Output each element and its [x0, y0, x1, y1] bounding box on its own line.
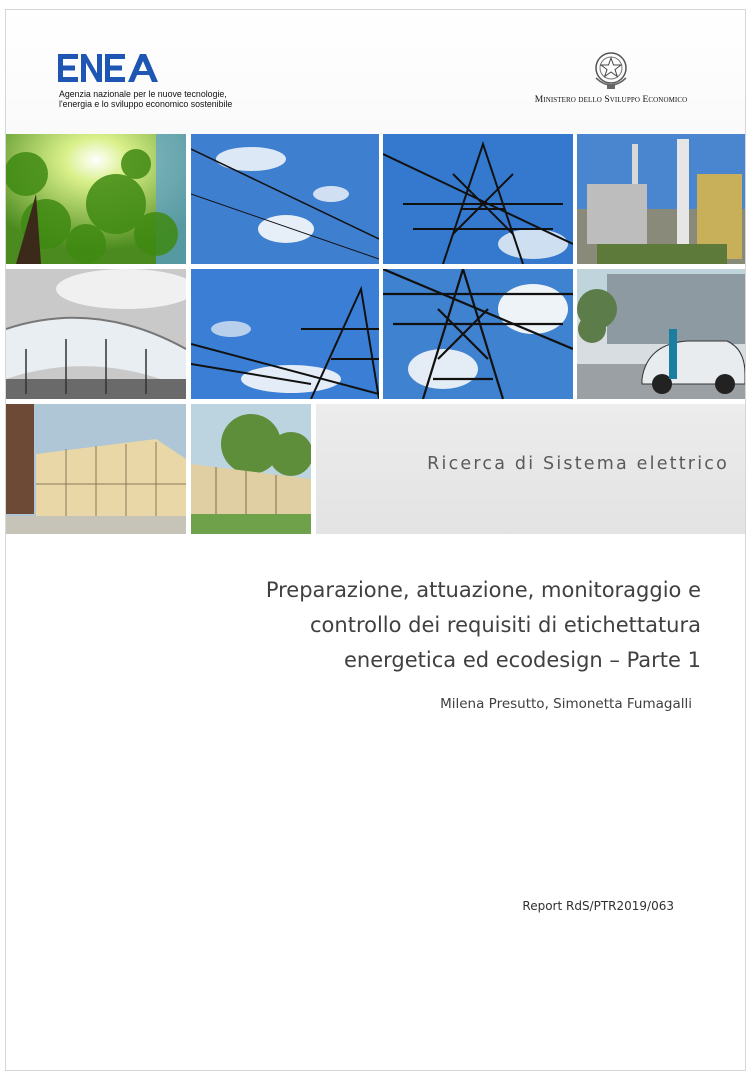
industrial-plant-photo — [577, 134, 746, 264]
enea-logo — [58, 52, 158, 84]
title-line-2: controllo dei requisiti di etichettatura — [310, 613, 701, 637]
solar-concentrator-photo — [6, 269, 186, 399]
ministry-name: Ministero dello Sviluppo Economico — [534, 95, 688, 105]
italian-republic-emblem-icon — [592, 48, 630, 92]
banner-text: Ricerca di Sistema elettrico — [427, 454, 729, 474]
tree-sun-photo — [6, 134, 186, 264]
authors: Milena Presutto, Simonetta Fumagalli — [440, 696, 692, 712]
pylon-blue-sky-photo — [191, 269, 379, 399]
enea-caption-line-2: l'energia e lo sviluppo economico sostenibile — [59, 99, 233, 109]
enea-caption-line-1: Agenzia nazionale per le nuove tecnologie, — [59, 89, 227, 99]
enea-caption — [59, 89, 319, 109]
report-id: Report RdS/PTR2019/063 — [522, 899, 674, 913]
transmission-tower-photo — [383, 134, 573, 264]
glass-building-photo — [6, 404, 186, 534]
banner — [316, 404, 746, 534]
green-building-photo — [191, 404, 311, 534]
report-cover — [5, 9, 746, 1071]
pylon-clouds-photo — [383, 269, 573, 399]
document-title — [156, 573, 701, 678]
title-line-3: energetica ed ecodesign – Parte 1 — [344, 648, 701, 672]
title-line-1: Preparazione, attuazione, monitoraggio e — [265, 578, 701, 602]
power-lines-sky-photo — [191, 134, 379, 264]
electric-car-charging-photo — [577, 269, 746, 399]
